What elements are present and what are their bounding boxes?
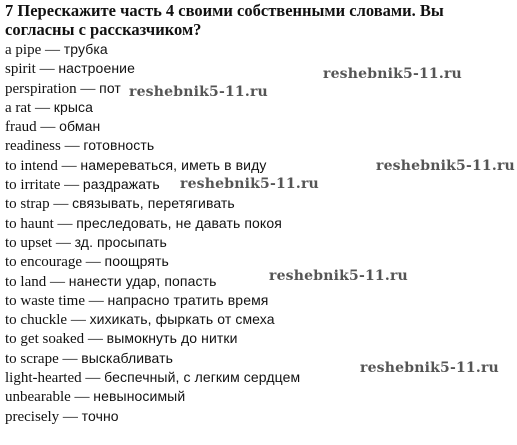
em-dash-separator: — [39,61,55,78]
vocabulary-entry [5,59,300,78]
em-dash-separator: — [70,312,86,329]
vocabulary-term: to waste time [5,292,85,309]
vocabulary-translation: хихикать, фыркать от смеха [89,311,275,328]
vocabulary-term: perspiration [5,80,77,97]
em-dash-separator: — [44,42,60,58]
vocabulary-term: to chuckle [5,312,68,329]
vocabulary-entry [5,214,300,233]
vocabulary-entry [5,156,300,175]
vocabulary-term: to upset [5,234,53,251]
vocabulary-entry [5,117,300,136]
vocabulary-term: to intend [5,157,58,174]
vocabulary-term: readiness [5,138,61,155]
vocabulary-entry [5,40,300,59]
vocabulary-translation: нанести удар, попасть [68,272,217,289]
vocabulary-translation: вымокнуть до нитки [106,330,238,347]
vocabulary-term: to scrape [5,350,59,367]
vocabulary-translation: намереваться, иметь в виду [80,156,267,173]
vocabulary-term: unbearable [5,389,71,406]
vocabulary-term: to irritate [5,177,61,194]
vocabulary-entry [5,329,300,348]
em-dash-separator: — [80,80,96,97]
vocabulary-term: fraud [5,119,37,136]
vocabulary-translation: зд. просыпать [74,233,167,250]
watermark: reshebnik5-11.ru [180,176,319,192]
em-dash-separator: — [53,196,69,213]
vocabulary-translation: трубка [63,41,108,57]
vocabulary-translation: связывать, перетягивать [72,195,235,212]
watermark: reshebnik5-11.ru [360,360,499,376]
em-dash-separator: — [50,273,65,290]
vocabulary-translation: преследовать, не давать покоя [76,214,282,231]
vocabulary-translation: поощрять [104,253,169,270]
vocabulary-entry [5,272,300,291]
em-dash-separator: — [88,292,104,309]
vocabulary-translation: пот [99,79,121,96]
vocabulary-term: to land [5,273,47,290]
vocabulary-entry [5,387,300,406]
vocabulary-term: a rat [5,99,32,116]
em-dash-separator: — [87,331,103,348]
em-dash-separator: — [40,119,56,136]
vocabulary-term: to haunt [5,215,54,232]
vocabulary-translation: раздражать [82,176,160,193]
vocabulary-entry [5,310,300,329]
watermark: reshebnik5-11.ru [269,268,408,284]
vocabulary-entry [5,252,300,271]
vocabulary-entry [5,136,300,155]
vocabulary-term: to strap [5,196,50,213]
vocabulary-translation: выскабливать [81,349,173,366]
em-dash-separator: — [74,389,90,406]
em-dash-separator: — [62,408,78,425]
exercise-heading: 7 Перескажите часть 4 своими собственными словами. Вы согласны с рассказчиком? [5,1,444,39]
vocabulary-translation: точно [81,407,119,424]
vocabulary-translation: невыносимый [93,388,186,405]
vocabulary-term: a pipe [5,42,42,58]
em-dash-separator: — [61,157,77,174]
vocabulary-term: to get soaked [5,331,85,348]
vocabulary-translation: крыса [53,98,93,115]
em-dash-separator: — [64,177,80,194]
em-dash-separator: — [57,215,73,232]
vocabulary-entry [5,291,300,310]
vocabulary-term: light-hearted [5,370,82,387]
vocabulary-entry [5,98,300,117]
vocabulary-translation: беспечный, с легким сердцем [104,369,301,386]
vocabulary-term: to encourage [5,254,83,271]
vocabulary-entry [5,194,300,213]
vocabulary-entry [5,368,300,387]
em-dash-separator: — [34,99,50,116]
em-dash-separator: — [64,138,80,155]
watermark: reshebnik5-11.ru [129,84,268,100]
vocabulary-entry [5,407,300,426]
vocabulary-term: spirit [5,61,36,78]
em-dash-separator: — [62,350,78,367]
vocabulary-translation: напрасно тратить время [107,291,269,308]
watermark: reshebnik5-11.ru [376,158,515,174]
vocabulary-translation: настроение [58,60,135,77]
vocabulary-entry [5,349,300,368]
vocabulary-term: precisely [5,408,60,425]
em-dash-separator: — [85,254,101,271]
vocabulary-entry [5,233,300,252]
vocabulary-translation: обман [59,118,101,135]
em-dash-separator: — [55,234,71,251]
vocabulary-translation: готовность [83,137,155,154]
watermark: reshebnik5-11.ru [323,66,462,82]
em-dash-separator: — [85,370,101,387]
